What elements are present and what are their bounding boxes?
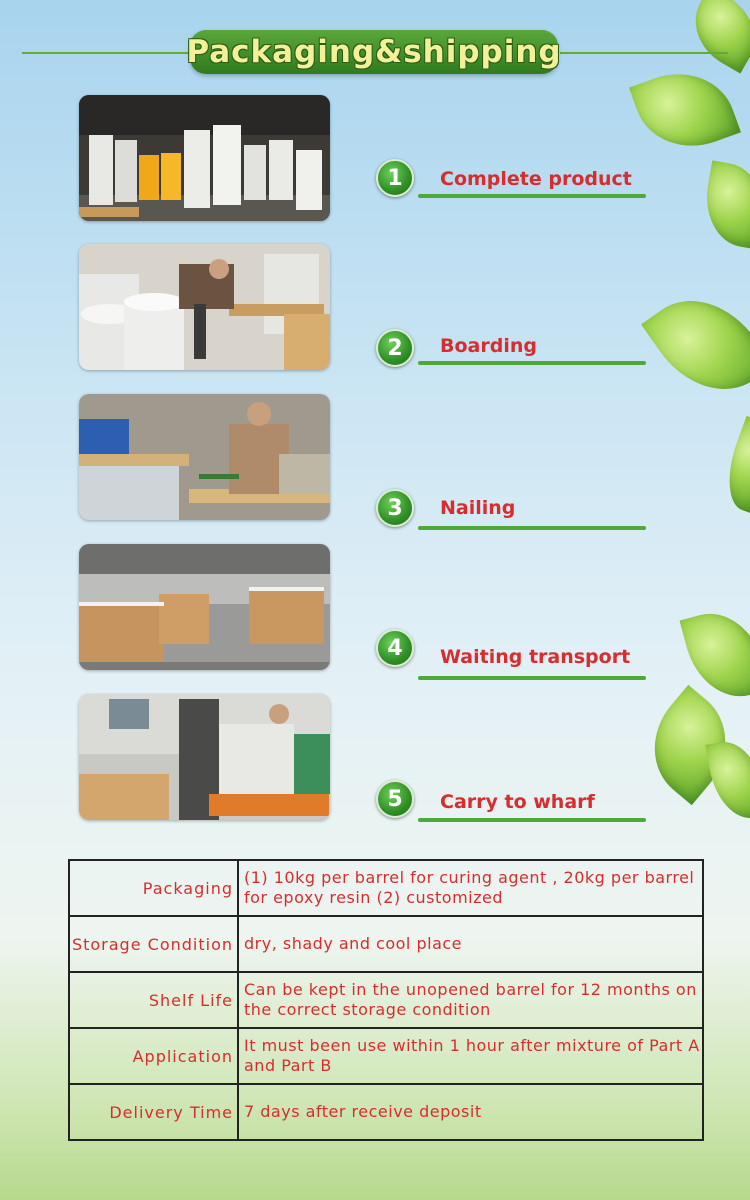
leaf-decoration (629, 57, 741, 163)
photo-boarding (79, 244, 330, 370)
table-row (69, 1084, 703, 1140)
spec-key: Shelf Life (69, 972, 238, 1028)
step-underline (418, 818, 646, 822)
spec-value: (1) 10kg per barrel for curing agent , 20kg per barrel for epoxy resin (2) customized (238, 860, 703, 916)
step-number-badge: 5 (376, 780, 414, 818)
spec-value: dry, shady and cool place (238, 916, 703, 972)
step-underline (418, 194, 646, 198)
step-number-badge: 4 (376, 629, 414, 667)
leaf-decoration (705, 736, 750, 823)
table-row (69, 972, 703, 1028)
spec-key: Delivery Time (69, 1084, 238, 1140)
header-rule-right (560, 52, 728, 54)
spec-value: It must been use within 1 hour after mixture of Part A and Part B (238, 1028, 703, 1084)
header-rule-left (22, 52, 190, 54)
table-row (69, 1028, 703, 1084)
spec-key: Application (69, 1028, 238, 1084)
spec-key: Packaging (69, 860, 238, 916)
step-number-badge: 1 (376, 159, 414, 197)
spec-table (68, 859, 704, 1141)
page-title-banner (186, 30, 562, 74)
step-label-waiting-transport: Waiting transport (440, 646, 631, 668)
leaf-decoration (641, 276, 750, 415)
photo-nailing (79, 394, 330, 520)
photo-complete-product (79, 95, 330, 221)
step-label-carry-to-wharf: Carry to wharf (440, 791, 595, 813)
photo-waiting-transport (79, 544, 330, 670)
step-label-nailing: Nailing (440, 497, 516, 519)
spec-value: 7 days after receive deposit (238, 1084, 703, 1140)
step-underline (418, 361, 646, 365)
step-label-boarding: Boarding (440, 335, 537, 357)
table-row (69, 860, 703, 916)
spec-value: Can be kept in the unopened barrel for 12 months on the correct storage condition (238, 972, 703, 1028)
leaf-decoration (716, 416, 750, 514)
spec-key: Storage Condition (69, 916, 238, 972)
page-title: Packaging&shipping (186, 34, 562, 70)
step-label-complete-product: Complete product (440, 168, 632, 190)
step-number-badge: 3 (376, 489, 414, 527)
table-row (69, 916, 703, 972)
step-underline (418, 676, 646, 680)
leaf-decoration (680, 0, 750, 73)
step-underline (418, 526, 646, 530)
leaf-decoration (699, 160, 750, 249)
photo-carry-to-wharf (79, 694, 330, 820)
step-number-badge: 2 (376, 329, 414, 367)
